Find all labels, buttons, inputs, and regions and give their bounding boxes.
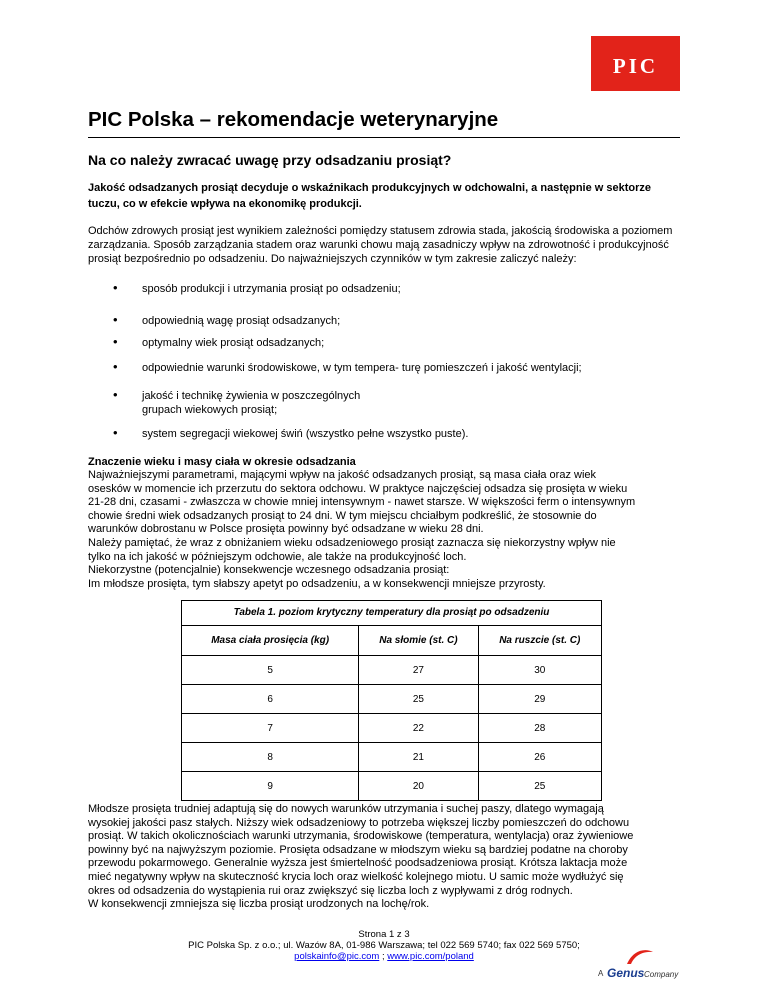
text-line: mieć negatywny wpływ na skuteczność krycia loch oraz wielkość kolejnego miotu. U samic może wydłużyć się [88,870,624,883]
list-item: • optymalny wiek prosiąt odsadzanych; [113,334,325,349]
text-line: wysokiej jakości pasz stałych. Niższy wiek odsadzeniowy to potrzeba większej liczby pomieszczeń do odchowu [88,816,630,829]
table-cell: 9 [182,772,359,801]
temperature-table [181,600,602,801]
table-row [182,714,602,743]
text-line: W konsekwencji zmniejsza się liczba prosiąt urodzonych na lochę/rok. [88,898,430,911]
section-title: Znaczenie wieku i masy ciała w okresie odsadzania [88,456,356,468]
text-line: tylko na ich jakość w późniejszym odchowie, ale także na produkcyjność loch. [88,550,467,563]
list-item: • jakość i technikę żywienia w poszczególnych grupach wiekowych prosiąt; [113,387,361,416]
genus-prefix: A [598,969,604,978]
genus-suffix: Company [644,970,679,979]
table-cell: 30 [478,656,601,685]
email-link[interactable]: polskainfo@pic.com [294,951,380,962]
text-line: chowie średni wiek odsadzanych prosiąt to 24 dni. W tym miejscu chciałbym podkreślić, że stosownie do [88,509,597,522]
list-item: • odpowiednią wagę prosiąt odsadzanych; [113,312,341,327]
table-cell: 8 [182,743,359,772]
column-header: Masa ciała prosięcia (kg) [182,626,359,656]
page-title: PIC Polska – rekomendacje weterynaryjne [88,108,499,131]
intro-paragraph: Odchów zdrowych prosiąt jest wynikiem zależności pomiędzy statusem zdrowia stada, jakością środowiska a poziomem zarządzania. Sposób zarządzania stadem oraz warunki chowu mają zasadniczy wpływ na zdrowotność i produkcyjność prosiąt bezpośrednio po odsadzeniu. Do najważniejszych czynników w tym zakresie zaliczyć należy: [88,225,673,265]
table-cell: 27 [359,656,478,685]
table-caption: Tabela 1. poziom krytyczny temperatury dla prosiąt po odsadzeniu [181,600,602,625]
text-line: osesków w momencie ich przerzutu do sektora odchowu. W praktyce najczęściej odsadza się prosięta w wieku [88,482,628,495]
after-table-body [88,803,684,912]
footer-address: PIC Polska Sp. z o.o.; ul. Wazów 8A, 01-986 Warszawa; tel 022 569 5740; fax 022 569 5750; [188,940,580,951]
lead-paragraph: Jakość odsadzanych prosiąt decyduje o wskaźnikach produkcyjnych w odchowalni, a następnie w sektorze tuczu, co w efekcie wpływa na ekonomikę produkcji. [88,182,652,210]
list-item: • sposób produkcji i utrzymania prosiąt po odsadzeniu; [113,280,401,295]
genus-company-logo [598,966,682,984]
table-cell: 25 [478,772,601,801]
table-cell: 25 [359,685,478,714]
table-cell: 28 [478,714,601,743]
title-divider [88,137,680,138]
text-line: przewodu pokarmowego. Generalnie wyższa jest śmiertelność poodsadzeniowa prosiąt. Krótsza laktacja może [88,857,628,870]
page-number: Strona 1 z 3 [358,929,410,940]
list-item: • system segregacji wiekowej świń (wszystko pełne wszystko puste). [113,425,469,440]
table-row [182,685,602,714]
genus-swoosh-icon [625,946,655,968]
text-line: prosiąt. W takich okolicznościach warunki utrzymania, środowiskowe (temperatura, wentylacja) oraz żywieniowe [88,830,634,843]
section-body [88,469,688,591]
column-header: Na słomie (st. C) [359,626,478,656]
table-cell: 5 [182,656,359,685]
table-cell: 26 [478,743,601,772]
table-cell: 21 [359,743,478,772]
text-line: Najważniejszymi parametrami, mającymi wpływ na jakość odsadzanych prosiąt, są masa ciała oraz wiek [88,469,597,481]
table-cell: 7 [182,714,359,743]
table-cell: 20 [359,772,478,801]
genus-brand: Genus [607,966,645,980]
table-cell: 29 [478,685,601,714]
pic-logo: PIC [591,36,680,91]
text-line: Młodsze prosięta trudniej adaptują się do nowych warunków utrzymania i suchej paszy, dlatego wymagają [88,803,604,815]
text-line: warunków dobrostanu w Polsce prosięta powinny być odsadzane w wieku 28 dni. [88,523,484,536]
section-question: Na co należy zwracać uwagę przy odsadzaniu prosiąt? [88,152,452,168]
website-link[interactable]: www.pic.com/poland [387,951,474,962]
table-cell: 6 [182,685,359,714]
text-line: Im młodsze prosięta, tym słabszy apetyt po odsadzeniu, a w konsekwencji mniejsze przyrosty. [88,577,546,590]
list-item: • odpowiednie warunki środowiskowe, w tym tempera- turę pomieszczeń i jakość wentylacji; [113,359,582,374]
table-header-row [182,626,602,656]
table-row [182,656,602,685]
text-line: 21-28 dni, czasami - zwłaszcza w chowie mniej intensywnym - nawet starsze. W większości ferm o intensywnym [88,496,636,509]
text-line: Niekorzystne (potencjalnie) konsekwencje wczesnego odsadzania prosiąt: [88,564,450,577]
link-separator: ; [379,951,388,962]
text-line: powinny być na najwyższym poziomie. Prosięta odsadzane w młodszym wieku są bardziej podatne na choroby [88,843,628,856]
text-line: Należy pamiętać, że wraz z obniżaniem wieku odsadzeniowego prosiąt zaznacza się niekorzystny wpływ nie [88,536,616,549]
column-header: Na ruszcie (st. C) [478,626,601,656]
text-line: okres od odsadzenia do wystąpienia rui oraz zwiększyć się liczba loch z wypływami z dróg rodnych. [88,884,573,897]
table-row [182,743,602,772]
table-cell: 22 [359,714,478,743]
table-row [182,772,602,801]
